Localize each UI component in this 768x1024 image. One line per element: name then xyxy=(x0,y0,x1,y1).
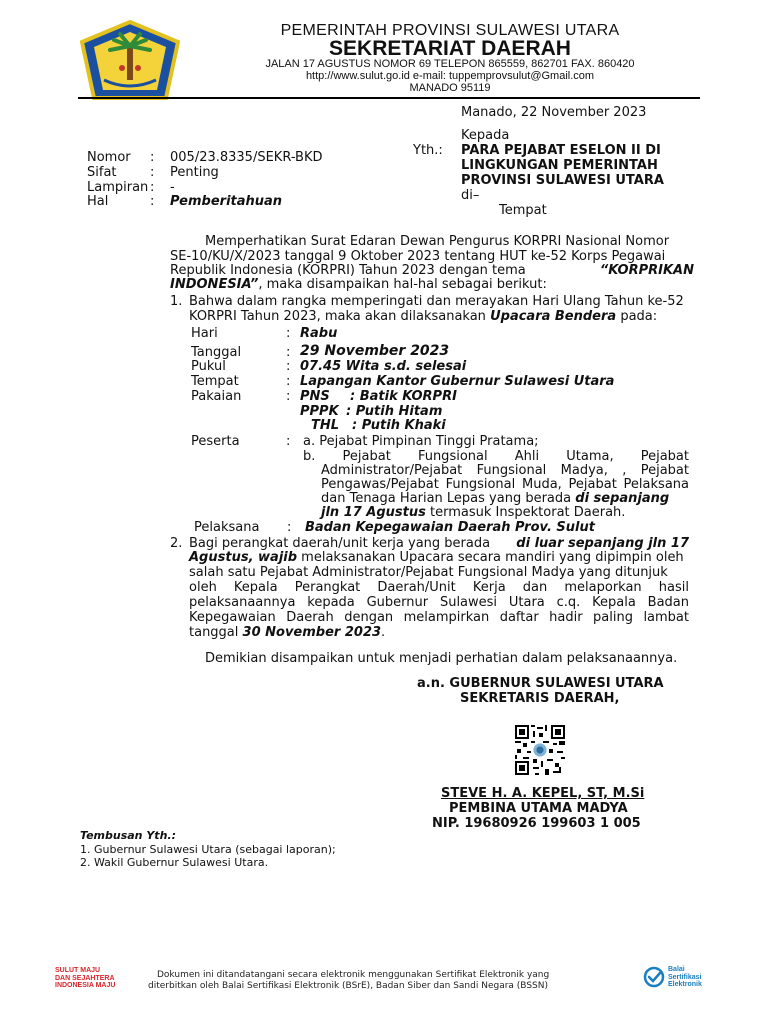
slogan-line2: DAN SEJAHTERA xyxy=(55,974,115,982)
footer-slogan-logo xyxy=(55,967,115,990)
pppk-label: PPPK xyxy=(300,404,339,419)
footer-line2: diterbitkan oleh Balai Sertifikasi Elektronik (BSrE), Badan Siber dan Sandi Negara (BSSN) xyxy=(148,981,548,991)
coat-of-arms-logo xyxy=(80,20,180,104)
hari-label: Hari xyxy=(191,326,218,341)
pakaian-label: Pakaian xyxy=(191,389,242,404)
bsre-line1: Balai xyxy=(668,966,685,973)
peserta-b-line5 xyxy=(321,505,625,520)
thl-value: : Putih Khaki xyxy=(352,418,446,433)
lampiran-label: Lampiran xyxy=(87,180,149,195)
bsre-line3: Elektronik xyxy=(668,981,702,988)
letterhead-divider xyxy=(78,97,700,99)
slogan-line3: INDONESIA MAJU xyxy=(55,982,116,989)
peserta-b-line5-text: termasuk Inspektorat Daerah. xyxy=(430,505,626,520)
ceremony-name: Upacara Bendera xyxy=(490,309,617,324)
cc-title: Tembusan Yth.: xyxy=(80,829,176,842)
intro-line3-text: Republik Indonesia (KORPRI) Tahun 2023 dengan tema xyxy=(170,263,526,278)
peserta-colon: : xyxy=(286,434,291,449)
hal-colon: : xyxy=(150,194,155,209)
cc-item1: 1. Gubernur Sulawesi Utara (sebagai laporan); xyxy=(80,843,336,856)
bsre-line2: Sertifikasi xyxy=(668,973,702,981)
bsre-logo-icon xyxy=(643,966,665,988)
location-part1: di sepanjang xyxy=(575,491,670,506)
tanggal-colon: : xyxy=(286,345,291,360)
pukul-colon: : xyxy=(286,359,291,374)
item2-line1 xyxy=(189,536,689,551)
item1-line2 xyxy=(189,309,657,324)
pns-value: : Batik KORPRI xyxy=(350,389,457,404)
item2-line2 xyxy=(189,550,684,565)
closing-sentence: Demikian disampaikan untuk menjadi perhatian dalam pelaksanaannya. xyxy=(205,651,678,666)
item2-line7 xyxy=(189,625,385,640)
pelaksana-label: Pelaksana xyxy=(194,520,260,535)
pelaksana-value: Badan Kepegawaian Daerah Prov. Sulut xyxy=(305,520,595,535)
mandatory-note: Agustus, wajib xyxy=(189,550,298,565)
hari-value: Rabu xyxy=(300,326,338,341)
peserta-a: a. Pejabat Pimpinan Tinggi Pratama; xyxy=(303,434,539,449)
item2-line7-text: tanggal xyxy=(189,625,239,640)
thl-label: THL xyxy=(311,418,340,433)
peserta-b-line2: Administrator/Pejabat Fungsional Madya, , Pejabat xyxy=(321,463,689,478)
di-label: di– xyxy=(461,188,480,203)
nomor-label: Nomor xyxy=(87,150,131,165)
nomor-value: 005/23.8335/SEKR-BKD xyxy=(170,150,323,165)
peserta-b-line1: b. Pejabat Fungsional Ahli Utama, Pejabat xyxy=(303,449,689,464)
peserta-b-line3: Pengawas/Pejabat Fungsional Muda, Pejabat Pelaksana xyxy=(321,477,689,492)
pppk-value: : Putih Hitam xyxy=(346,404,443,419)
letterhead-line1: PEMERINTAH PROVINSI SULAWESI UTARA xyxy=(280,22,620,39)
kepada-label: Kepada xyxy=(461,128,510,143)
item2-line6: Kepegawaian Daerah dengan melampirkan daftar hadir paling lambat xyxy=(189,610,689,625)
pns-label: PNS xyxy=(300,389,330,404)
item1-number: 1. xyxy=(170,294,183,309)
item1-line2-text: KORPRI Tahun 2023, maka akan dilaksanakan xyxy=(189,309,486,324)
yth-label: Yth.: xyxy=(413,143,443,158)
signatory-rank: PEMBINA UTAMA MADYA xyxy=(449,801,628,816)
letterhead-line5: MANADO 95119 xyxy=(409,82,491,94)
item2-number: 2. xyxy=(170,536,183,551)
hal-value: Pemberitahuan xyxy=(170,194,283,209)
sifat-colon: : xyxy=(150,165,155,180)
peserta-b-line4 xyxy=(321,491,669,506)
tanggal-label: Tanggal xyxy=(191,345,242,360)
tempat-label: Tempat xyxy=(499,203,547,218)
letterhead-line2: SEKRETARIAT DAERAH xyxy=(329,37,571,60)
bsre-logo-text xyxy=(668,966,702,989)
signatory-nip: NIP. 19680926 199603 1 005 xyxy=(432,816,641,831)
hari-colon: : xyxy=(286,326,291,341)
theme-part2: INDONESIA” xyxy=(170,277,259,292)
signatory-name: STEVE H. A. KEPEL, ST, M.Si xyxy=(441,786,645,801)
item2-line7-end: . xyxy=(381,625,386,640)
letterhead-line4: http://www.sulut.go.id e-mail: tuppemprovsulut@Gmail.com xyxy=(305,70,595,82)
theme-part1: “KORPRIKAN xyxy=(599,263,694,278)
intro-line3 xyxy=(170,263,694,278)
addressee-line2: LINGKUNGAN PEMERINTAH xyxy=(461,158,658,173)
tempat-label: Tempat xyxy=(191,374,239,389)
item2-line2-text: melaksanakan Upacara secara mandiri yang dipimpin oleh xyxy=(301,550,684,565)
slogan-line1: SULUT MAJU xyxy=(55,967,101,974)
outside-location: di luar sepanjang jln 17 xyxy=(516,536,689,551)
lampiran-value: - xyxy=(170,180,175,195)
hal-label: Hal xyxy=(87,194,109,209)
sifat-value: Penting xyxy=(170,165,219,180)
item2-line1-text: Bagi perangkat daerah/unit kerja yang berada xyxy=(189,536,491,551)
qr-code xyxy=(515,725,565,775)
intro-line2: SE-10/KU/X/2023 tanggal 9 Oktober 2023 tentang HUT ke-52 Korps Pegawai xyxy=(170,249,666,264)
pukul-value: 07.45 Wita s.d. selesai xyxy=(300,359,467,374)
intro-line1: Memperhatikan Surat Edaran Dewan Pengurus KORPRI Nasional Nomor xyxy=(205,234,670,249)
tanggal-value: 29 November 2023 xyxy=(300,343,450,359)
intro-line4-text: , maka disampaikan hal-hal sebagai berikut: xyxy=(258,277,547,292)
cc-item2: 2. Wakil Gubernur Sulawesi Utara. xyxy=(80,856,269,869)
peserta-label: Peserta xyxy=(191,434,240,449)
pelaksana-colon: : xyxy=(287,520,292,535)
item1-line2-end: pada: xyxy=(620,309,658,324)
pukul-label: Pukul xyxy=(191,359,226,374)
letter-date: Manado, 22 November 2023 xyxy=(461,105,647,120)
footer-line1: Dokumen ini ditandatangani secara elektronik menggunakan Sertifikat Elektronik yang xyxy=(157,970,550,980)
item2-line5: pelaksanaannya kepada Gubernur Sulawesi Utara c.q. Kepala Badan xyxy=(189,595,689,610)
item2-line3: salah satu Pejabat Administrator/Pejabat Fungsional Madya yang ditunjuk xyxy=(189,565,668,580)
nomor-colon: : xyxy=(150,150,155,165)
signatory-title: SEKRETARIS DAERAH, xyxy=(460,691,620,706)
addressee-line3: PROVINSI SULAWESI UTARA xyxy=(461,173,664,188)
tempat-value: Lapangan Kantor Gubernur Sulawesi Utara xyxy=(300,374,615,389)
sifat-label: Sifat xyxy=(87,165,117,180)
item1-line1: Bahwa dalam rangka memperingati dan merayakan Hari Ulang Tahun ke-52 xyxy=(189,294,684,309)
letterhead-line3: JALAN 17 AGUSTUS NOMOR 69 TELEPON 865559, 862701 FAX. 860420 xyxy=(265,58,635,70)
peserta-b-line4-text: dan Tenaga Harian Lepas yang berada xyxy=(321,491,572,506)
lampiran-colon: : xyxy=(150,180,155,195)
addressee-line1: PARA PEJABAT ESELON II DI xyxy=(461,143,661,158)
signatory-an: a.n. GUBERNUR SULAWESI UTARA xyxy=(417,676,664,691)
item2-line4: oleh Kepala Perangkat Daerah/Unit Kerja dan melaporkan hasil xyxy=(189,580,689,595)
location-part2: jln 17 Agustus xyxy=(321,505,426,520)
intro-line4 xyxy=(170,277,547,292)
pakaian-colon: : xyxy=(286,389,291,404)
tempat-colon: : xyxy=(286,374,291,389)
report-deadline: 30 November 2023 xyxy=(242,625,382,640)
